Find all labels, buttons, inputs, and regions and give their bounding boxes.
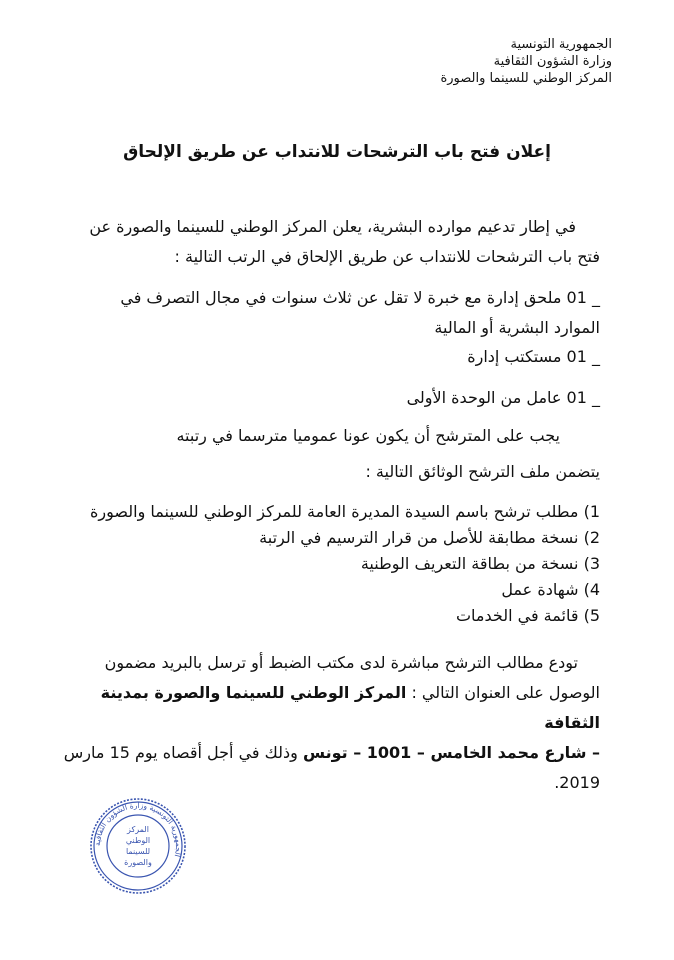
list-item: 4) شهادة عمل — [501, 580, 600, 599]
intro-line-1: في إطار تدعيم موارده البشرية، يعلن المركز الوطني للسينما والصورة عن — [89, 217, 576, 236]
list-item: 5) قائمة في الخدمات — [455, 606, 600, 625]
position-item-1 — [60, 283, 600, 343]
stamp-inner-line-3: للسينما — [125, 847, 151, 856]
submission-line-1: تودع مطالب الترشح مباشرة لدى مكتب الضبط أو ترسل بالبريد مضمون — [104, 653, 578, 672]
stamp-inner-text — [124, 825, 152, 867]
intro-line-2: فتح باب الترشحات للانتداب عن طريق الإلحاق في الرتب التالية : — [174, 247, 600, 266]
submission-deadline: وذلك في أجل أقصاه يوم 15 مارس — [63, 743, 298, 762]
stamp-inner-line-1: المركز — [127, 825, 149, 834]
stamp-rings — [91, 799, 185, 893]
position-1-line-1: _ 01 ملحق إدارة مع خبرة لا تقل عن ثلاث سنوات في مجال التصرف في — [120, 288, 600, 307]
submission-line-2-plain: الوصول على العنوان التالي : — [411, 683, 600, 702]
documents-intro: يتضمن ملف الترشح الوثائق التالية : — [365, 462, 600, 481]
official-stamp — [88, 796, 188, 896]
submission-year: 2019. — [554, 773, 600, 792]
list-item: 2) نسخة مطابقة للأصل من قرار الترسيم في الرتبة — [259, 528, 600, 547]
stamp-outer-text: الجمهورية التونسية وزارة الشؤون الثقافية — [92, 800, 184, 858]
submission-line-3 — [60, 738, 600, 768]
documents-list — [60, 499, 600, 629]
submission-address-part-2: – شارع محمد الخامس – 1001 – تونس — [302, 743, 600, 762]
letterhead-ministry: وزارة الشؤون الثقافية — [493, 54, 612, 69]
submission-paragraph — [60, 648, 600, 798]
stamp-inner-line-2: الوطني — [125, 836, 151, 845]
letterhead — [352, 36, 612, 87]
letterhead-country: الجمهورية التونسية — [510, 37, 612, 52]
position-1-line-2: الموارد البشرية أو المالية — [434, 318, 600, 337]
requirement-text: يجب على المترشح أن يكون عونا عموميا مترسما في رتبته — [176, 426, 560, 445]
letterhead-center: المركز الوطني للسينما والصورة — [440, 71, 612, 86]
intro-paragraph — [60, 212, 600, 272]
announcement-title: إعلان فتح باب الترشحات للانتداب عن طريق الإلحاق — [123, 142, 551, 162]
list-item: 3) نسخة من بطاقة التعريف الوطنية — [360, 554, 600, 573]
submission-address-part-1: المركز الوطني للسينما والصورة بمدينة الثقافة — [100, 683, 600, 732]
list-item: 1) مطلب ترشح باسم السيدة المديرة العامة للمركز الوطني للسينما والصورة — [90, 502, 600, 521]
position-item-3: _ 01 عامل من الوحدة الأولى — [406, 388, 600, 407]
stamp-inner-line-4: والصورة — [124, 858, 152, 867]
position-item-2: _ 01 مستكتب إدارة — [467, 347, 600, 366]
submission-line-2 — [60, 678, 600, 738]
